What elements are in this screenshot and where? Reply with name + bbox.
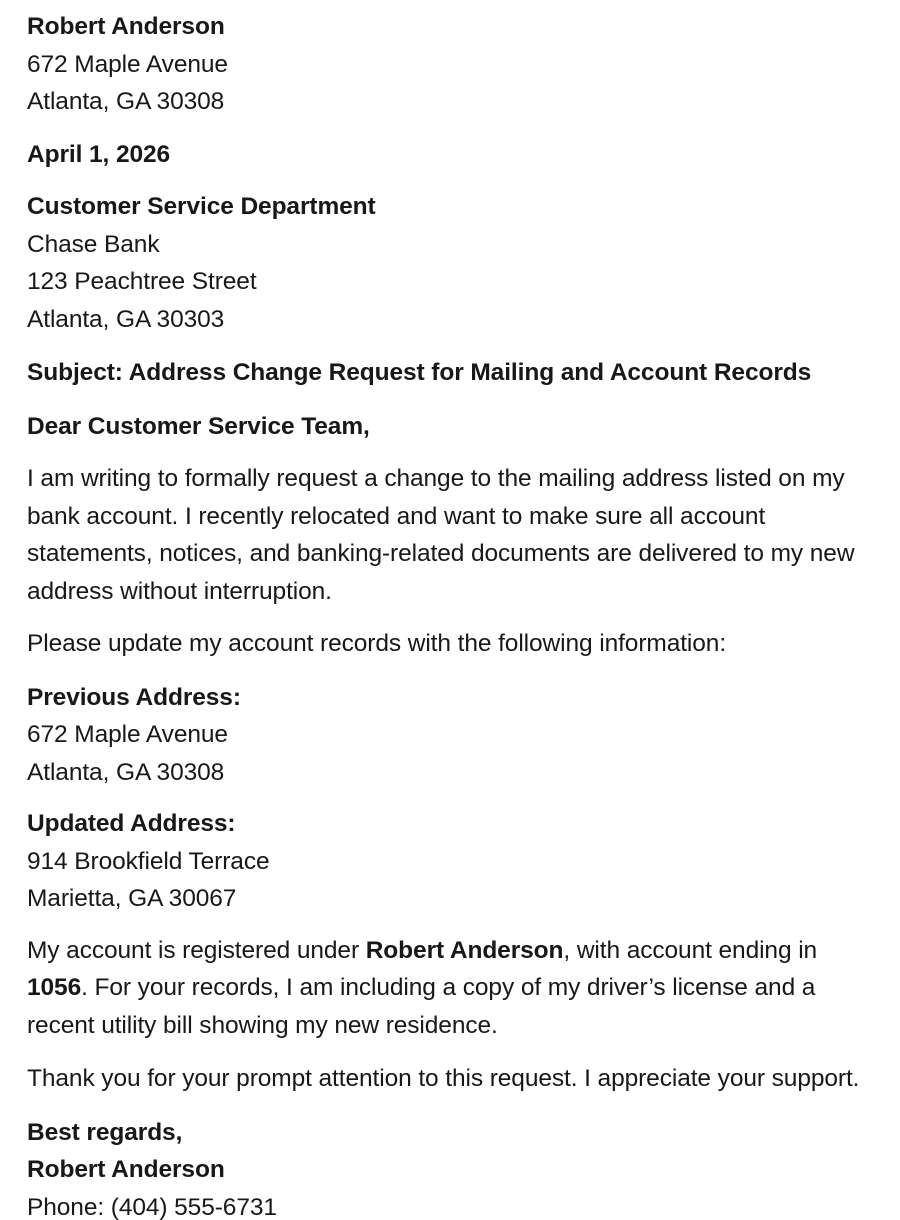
recipient-address-block bbox=[27, 188, 870, 338]
sender-name: Robert Anderson bbox=[27, 13, 225, 40]
sender-city-state-zip: Atlanta, GA 30308 bbox=[27, 88, 225, 115]
intro-paragraph: I am writing to formally request a change to the mailing address listed on my bank account. I recently relocated and want to make sure all account statements, notices, and banking-related documents are delivered to my new address without interruption. bbox=[27, 465, 855, 605]
signature-closing: Best regards, bbox=[27, 1118, 183, 1146]
letter-date: April 1, 2026 bbox=[27, 140, 171, 168]
sender-address-block bbox=[27, 8, 870, 121]
closing-paragraph: Thank you for your prompt attention to this request. I appreciate your support. bbox=[27, 1065, 860, 1092]
salutation-block bbox=[27, 408, 870, 446]
account-paragraph-part1: My account is registered under bbox=[27, 936, 366, 964]
instruction-paragraph: Please update my account records with the following information: bbox=[27, 630, 727, 657]
signature-phone: Phone: (404) 555-6731 bbox=[27, 1193, 277, 1220]
account-paragraph bbox=[27, 932, 870, 1045]
signature-name: Robert Anderson bbox=[27, 1156, 225, 1183]
previous-address-heading: Previous Address: bbox=[27, 683, 241, 711]
previous-address-street: 672 Maple Avenue bbox=[27, 721, 228, 748]
updated-address-city-state-zip: Marietta, GA 30067 bbox=[27, 885, 237, 912]
account-paragraph-part3: . For your records, I am including a copy of my driver’s license and a recent utility bill showing my new residence. bbox=[27, 974, 816, 1039]
subject-line: Subject: Address Change Request for Mailing and Account Records bbox=[27, 359, 812, 386]
previous-address-block bbox=[27, 679, 870, 792]
signature-block bbox=[27, 1114, 870, 1220]
recipient-department: Customer Service Department bbox=[27, 193, 376, 220]
updated-address-block bbox=[27, 805, 870, 918]
salutation-line: Dear Customer Service Team, bbox=[27, 412, 370, 440]
recipient-street: 123 Peachtree Street bbox=[27, 268, 257, 295]
updated-address-street: 914 Brookfield Terrace bbox=[27, 847, 270, 875]
sender-street: 672 Maple Avenue bbox=[27, 50, 228, 78]
updated-address-heading: Updated Address: bbox=[27, 810, 236, 837]
previous-address-city-state-zip: Atlanta, GA 30308 bbox=[27, 758, 225, 786]
account-last-four: 1056 bbox=[27, 974, 82, 1001]
recipient-company: Chase Bank bbox=[27, 230, 160, 258]
letter-date-block bbox=[27, 136, 870, 174]
recipient-city-state-zip: Atlanta, GA 30303 bbox=[27, 305, 225, 333]
account-holder-name: Robert Anderson bbox=[365, 936, 564, 964]
account-paragraph-part2: , with account ending in bbox=[563, 936, 818, 964]
subject-block bbox=[27, 354, 870, 392]
